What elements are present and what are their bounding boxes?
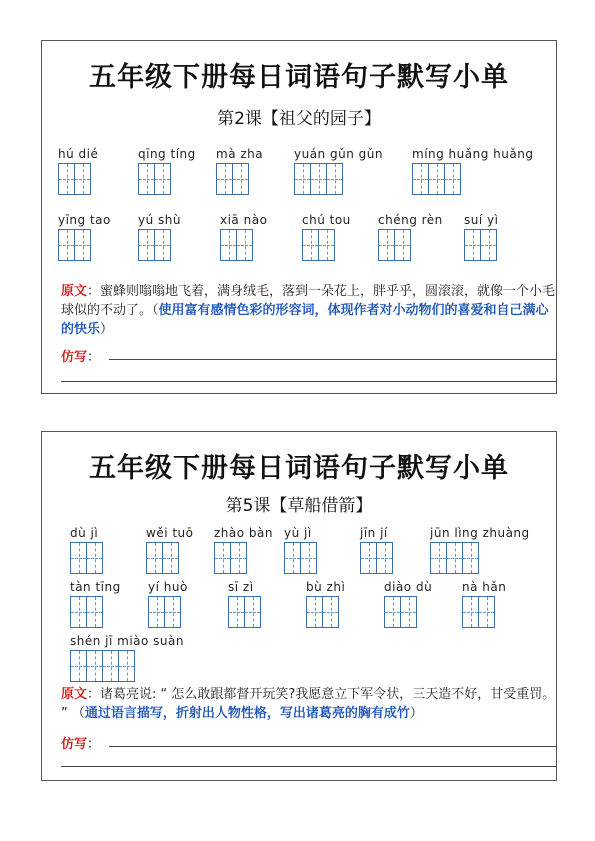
original-label: 原文 <box>61 687 88 702</box>
writing-grid[interactable] <box>70 596 102 628</box>
pinyin-label: zhào bàn <box>214 526 273 540</box>
writing-grid[interactable] <box>138 229 170 261</box>
pinyin-label: chú tou <box>302 213 351 227</box>
writing-grid[interactable] <box>294 163 342 195</box>
pinyin-label: diào dù <box>384 580 433 594</box>
pinyin-label: suí yì <box>464 213 499 227</box>
pinyin-label: xiā nào <box>220 213 268 227</box>
writing-grid[interactable] <box>70 650 134 682</box>
pinyin-label: yú shù <box>138 213 181 227</box>
writing-grid[interactable] <box>146 542 178 574</box>
pinyin-label: tàn tīng <box>70 580 121 594</box>
writing-grid[interactable] <box>214 542 246 574</box>
pinyin-label: nà hǎn <box>462 580 507 594</box>
writing-grid[interactable] <box>360 542 392 574</box>
writing-grid[interactable] <box>384 596 416 628</box>
imitation-answer-line[interactable] <box>61 766 557 767</box>
writing-grid[interactable] <box>412 163 460 195</box>
writing-grid[interactable] <box>306 596 338 628</box>
writing-grid[interactable] <box>284 542 316 574</box>
original-sentence <box>61 282 559 339</box>
imitation-answer-line[interactable] <box>109 746 557 747</box>
original-note: 使用富有感情色彩的形容词，体现作者对小动物们的喜爱和自己满心的快乐 <box>61 303 549 337</box>
original-text: ：诸葛亮说: “ 怎么敢跟都督开玩笑?我愿意立下军令状，三天造不好，甘受重罚。 ” （ <box>61 687 556 721</box>
pinyin-label: yīng tao <box>58 213 111 227</box>
imitation-answer-line[interactable] <box>109 359 557 360</box>
imitation-colon: ： <box>87 350 101 365</box>
imitation-label: 仿写 <box>61 350 88 365</box>
pinyin-label: qīng tíng <box>138 147 196 161</box>
lesson-heading: 第2课【祖父的园子】 <box>217 109 381 129</box>
original-note: 通过语言描写，折射出人物性格，写出诸葛亮的胸有成竹 <box>84 706 410 721</box>
writing-grid[interactable] <box>302 229 334 261</box>
writing-grid[interactable] <box>462 596 494 628</box>
imitation-label: 仿写 <box>61 737 88 752</box>
original-sentence <box>61 685 559 723</box>
pinyin-label: wěi tuō <box>146 526 194 540</box>
pinyin-label: míng huǎng huǎng <box>412 147 534 161</box>
pinyin-label: bù zhì <box>306 580 346 594</box>
writing-grid[interactable] <box>430 542 478 574</box>
pinyin-label: yuán gǔn gǔn <box>294 147 383 161</box>
imitation-answer-line[interactable] <box>61 381 557 382</box>
writing-grid[interactable] <box>228 596 260 628</box>
worksheet-title: 五年级下册每日词语句子默写小单 <box>89 62 509 93</box>
original-text: ：蜜蜂则嗡嗡地飞着，满身绒毛，落到一朵花上，胖乎乎，圆滚滚，就像一个小毛球似的不动了。（ <box>61 284 556 318</box>
imitation-colon: ： <box>87 737 101 752</box>
writing-grid[interactable] <box>378 229 410 261</box>
worksheet-card-lesson-5 <box>41 431 557 781</box>
lesson-heading: 第5课【草船借箭】 <box>225 496 373 516</box>
writing-grid[interactable] <box>216 163 248 195</box>
original-close: ） <box>409 706 423 721</box>
pinyin-label: yí huò <box>148 580 188 594</box>
worksheet-title: 五年级下册每日词语句子默写小单 <box>89 453 509 484</box>
pinyin-label: dù jì <box>70 526 99 540</box>
writing-grid[interactable] <box>58 163 90 195</box>
original-close: ） <box>100 322 114 337</box>
worksheet-card-lesson-2 <box>41 40 557 394</box>
pinyin-label: jīn jí <box>360 526 388 540</box>
writing-grid[interactable] <box>220 229 252 261</box>
imitation-row <box>61 733 557 752</box>
pinyin-label: hú dié <box>58 147 99 161</box>
pinyin-label: sī zì <box>228 580 254 594</box>
writing-grid[interactable] <box>58 229 90 261</box>
pinyin-label: chéng rèn <box>378 213 443 227</box>
pinyin-label: shén jī miào suàn <box>70 634 184 648</box>
pinyin-label: mà zha <box>216 147 264 161</box>
writing-grid[interactable] <box>70 542 102 574</box>
writing-grid[interactable] <box>138 163 170 195</box>
pinyin-label: yù jì <box>284 526 312 540</box>
writing-grid[interactable] <box>464 229 496 261</box>
imitation-row <box>61 346 557 365</box>
pinyin-label: jūn lìng zhuàng <box>430 526 530 540</box>
original-label: 原文 <box>61 284 88 299</box>
writing-grid[interactable] <box>148 596 180 628</box>
